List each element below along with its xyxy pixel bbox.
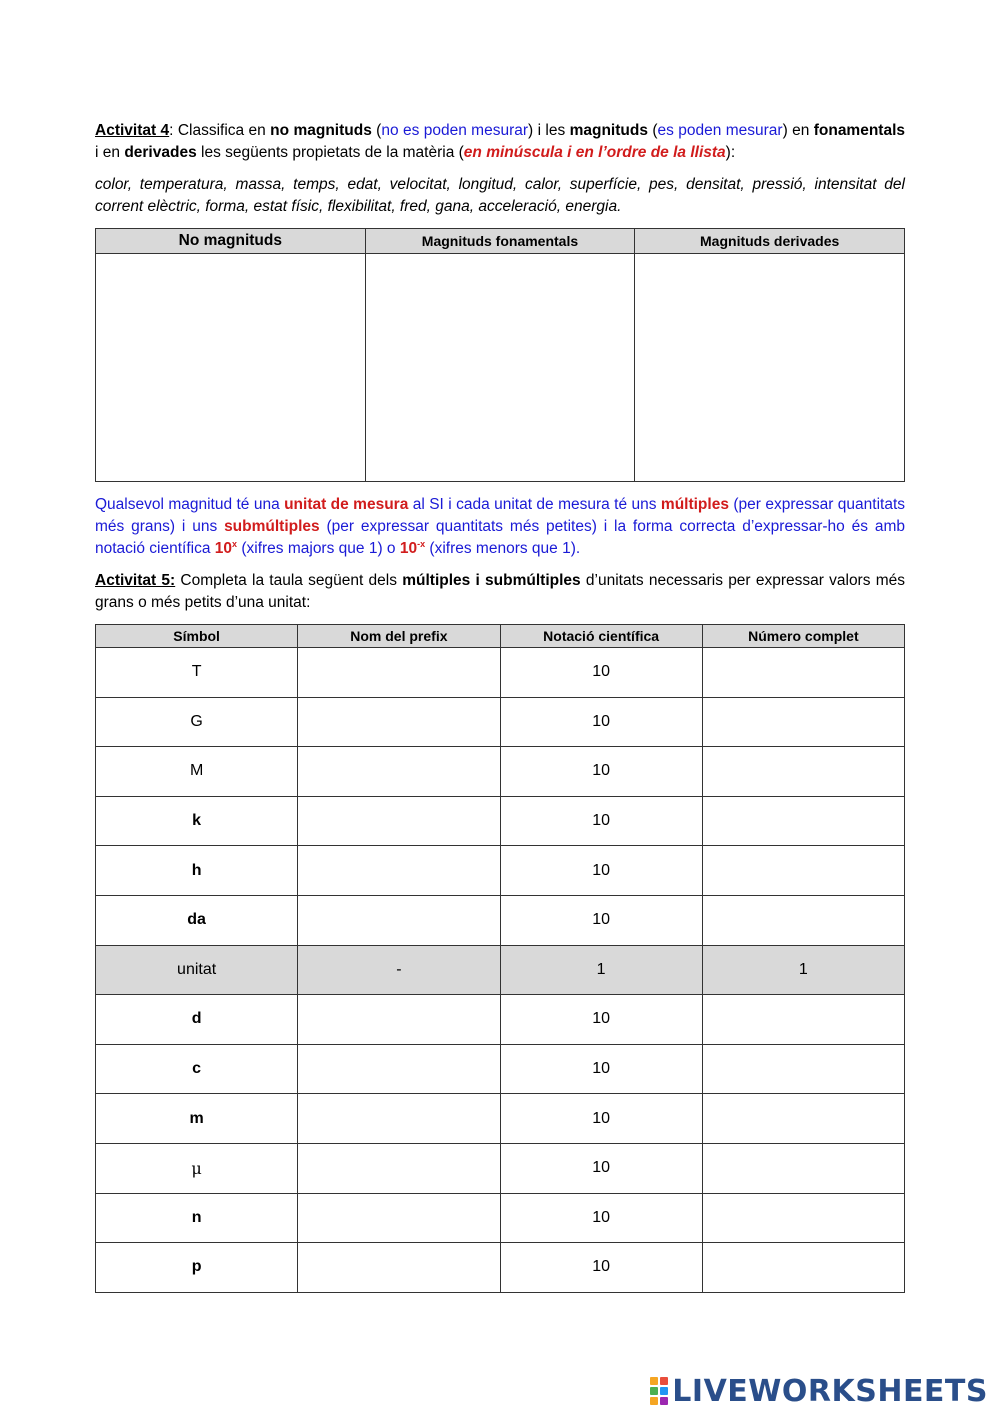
number-input-cell[interactable] — [702, 1044, 904, 1094]
number-input-cell[interactable] — [702, 1193, 904, 1243]
prefix-input-cell[interactable] — [298, 995, 500, 1045]
number-input-cell[interactable] — [702, 648, 904, 698]
notation-cell[interactable]: 10 — [500, 648, 702, 698]
notation-cell[interactable]: 10 — [500, 995, 702, 1045]
prefix-input-cell[interactable] — [298, 1143, 500, 1193]
prefix-input-cell[interactable] — [298, 895, 500, 945]
fonamentals-answer-cell[interactable] — [365, 254, 635, 482]
logo-square — [660, 1387, 668, 1395]
symbol-cell: T — [96, 648, 298, 698]
table-row — [96, 995, 905, 1045]
worksheet — [95, 120, 905, 1293]
notation-cell[interactable]: 10 — [500, 895, 702, 945]
prefix-input-cell[interactable] — [298, 1044, 500, 1094]
prefix-input-cell[interactable] — [298, 796, 500, 846]
logo-square — [650, 1397, 658, 1405]
number-input-cell[interactable] — [702, 995, 904, 1045]
property-list: color, temperatura, massa, temps, edat, velocitat, longitud, calor, superfície, pes, densitat, pressió, intensitat del corrent elèctric, forma, estat físic, flexibilitat, fred, gana, acceleració, energia. — [95, 176, 905, 215]
symbol-cell: d — [96, 995, 298, 1045]
symbol-cell: k — [96, 796, 298, 846]
symbol-cell: m — [96, 1094, 298, 1144]
notation-cell[interactable]: 10 — [500, 1243, 702, 1293]
table-row — [96, 1143, 905, 1193]
number-input-cell[interactable] — [702, 747, 904, 797]
number-cell: 1 — [702, 945, 904, 995]
symbol-cell: unitat — [96, 945, 298, 995]
logo-square — [660, 1397, 668, 1405]
symbol-cell: da — [96, 895, 298, 945]
symbol-cell: μ — [96, 1143, 298, 1193]
symbol-cell: M — [96, 747, 298, 797]
number-input-cell[interactable] — [702, 1094, 904, 1144]
number-input-cell[interactable] — [702, 697, 904, 747]
prefix-input-cell[interactable] — [298, 648, 500, 698]
table-row — [96, 1243, 905, 1293]
activity4-label: Activitat 4 — [95, 122, 170, 139]
notation-cell[interactable]: 10 — [500, 846, 702, 896]
table-row — [96, 895, 905, 945]
activity5-label: Activitat 5: — [95, 572, 176, 589]
header-derivades: Magnituds derivades — [635, 229, 905, 254]
number-input-cell[interactable] — [702, 796, 904, 846]
header-simbol: Símbol — [96, 625, 298, 648]
activity4-intro: Activitat 4: Classifica en no magnituds (no es poden mesurar) i les magnituds (es poden mesurar) en fonamentals i en derivades les següents propietats de la matèria (en minúscula i en l’ordre de la llista): — [95, 122, 906, 161]
liveworksheets-logo — [650, 1374, 988, 1408]
header-fonamentals: Magnituds fonamentals — [365, 229, 635, 254]
number-input-cell[interactable] — [702, 846, 904, 896]
logo-square — [660, 1377, 668, 1385]
prefix-cell: - — [298, 945, 500, 995]
prefix-input-cell[interactable] — [298, 747, 500, 797]
prefix-input-cell[interactable] — [298, 1193, 500, 1243]
activity5-intro: Activitat 5: Completa la taula següent dels múltiples i submúltiples d’unitats necessaris per expressar valors més grans o més petits d’una unitat: — [95, 572, 905, 611]
header-notacio: Notació científica — [500, 625, 702, 648]
header-nom-prefix: Nom del prefix — [298, 625, 500, 648]
table-row — [96, 697, 905, 747]
prefix-input-cell[interactable] — [298, 1094, 500, 1144]
notation-cell[interactable]: 10 — [500, 1143, 702, 1193]
notation-cell[interactable]: 10 — [500, 1094, 702, 1144]
liveworksheets-logo-icon — [650, 1377, 668, 1405]
prefix-input-cell[interactable] — [298, 697, 500, 747]
symbol-cell: G — [96, 697, 298, 747]
notation-cell[interactable]: 10 — [500, 796, 702, 846]
info-paragraph: Qualsevol magnitud té una unitat de mesura al SI i cada unitat de mesura té uns múltiples (per expressar quantitats més grans) i uns submúltiples (per expressar quantitats més petites) i la forma correcta d’expressar-ho és amb notació científica 10$^x$ (xifres majors que 1) o $10^{-x}$ (xifres menors que 1). — [95, 496, 905, 557]
header-numero: Número complet — [702, 625, 904, 648]
header-no-magnituds: No magnituds — [96, 229, 366, 254]
notation-cell[interactable]: 10 — [500, 697, 702, 747]
number-input-cell[interactable] — [702, 1243, 904, 1293]
notation-cell: 1 — [500, 945, 702, 995]
no-magnituds-answer-cell[interactable] — [96, 254, 366, 482]
table-row — [96, 648, 905, 698]
table-row — [96, 1044, 905, 1094]
unit-row — [96, 945, 905, 995]
symbol-cell: p — [96, 1243, 298, 1293]
logo-square — [650, 1387, 658, 1395]
number-input-cell[interactable] — [702, 895, 904, 945]
table-row — [96, 1094, 905, 1144]
activity4-instruction: en minúscula i en l’ordre de la llista — [463, 144, 726, 161]
notation-cell[interactable]: 10 — [500, 1044, 702, 1094]
notation-cell[interactable]: 10 — [500, 747, 702, 797]
classification-table — [95, 228, 905, 482]
logo-text: LIVEWORKSHEETS — [672, 1373, 988, 1409]
derivades-answer-cell[interactable] — [635, 254, 905, 482]
table-row — [96, 796, 905, 846]
symbol-cell: c — [96, 1044, 298, 1094]
prefix-input-cell[interactable] — [298, 846, 500, 896]
table-row — [96, 747, 905, 797]
symbol-cell: n — [96, 1193, 298, 1243]
table-row — [96, 846, 905, 896]
table-row — [96, 1193, 905, 1243]
number-input-cell[interactable] — [702, 1143, 904, 1193]
notation-cell[interactable]: 10 — [500, 1193, 702, 1243]
logo-square — [650, 1377, 658, 1385]
prefix-input-cell[interactable] — [298, 1243, 500, 1293]
symbol-cell: h — [96, 846, 298, 896]
prefix-table — [95, 624, 905, 1293]
